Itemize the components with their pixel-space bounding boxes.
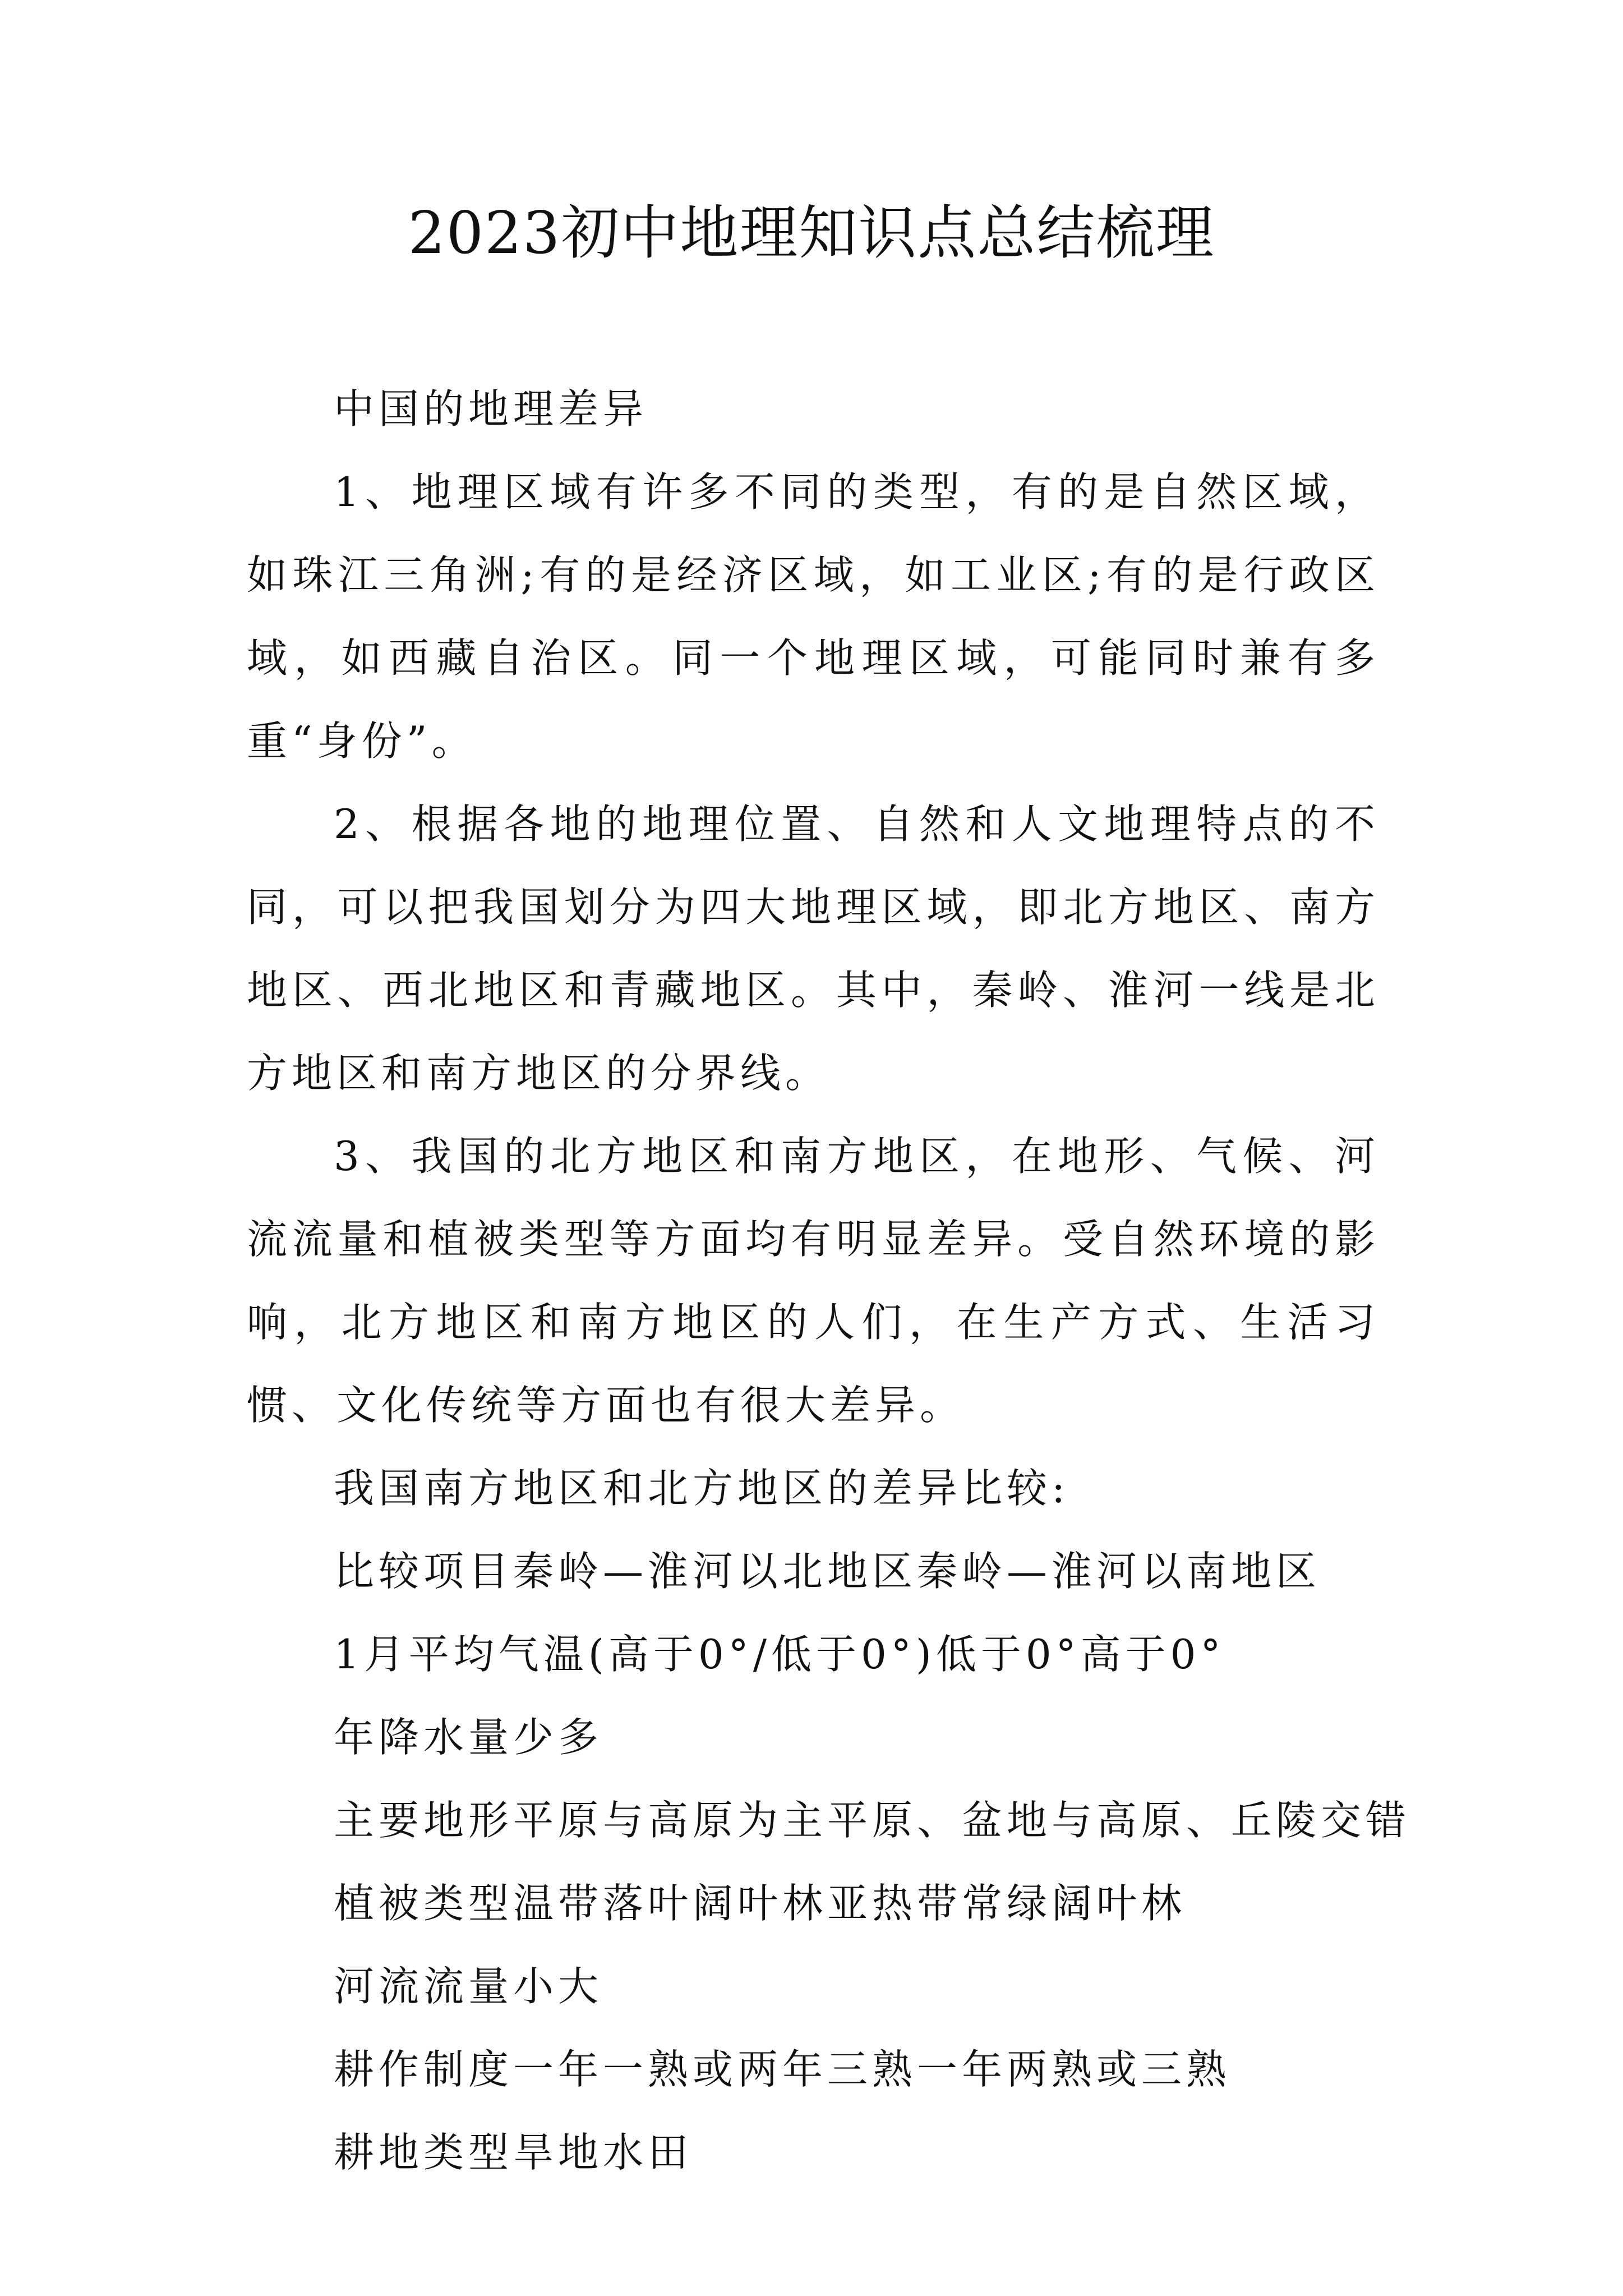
section-heading: 中国的地理差异 bbox=[334, 385, 648, 432]
document-title: 2023初中地理知识点总结梳理 bbox=[408, 199, 1215, 267]
comparison-line: 耕作制度一年一熟或两年三熟一年两熟或三熟 bbox=[334, 2046, 1232, 2093]
comparison-intro: 我国南方地区和北方地区的差异比较: bbox=[334, 1465, 1070, 1512]
comparison-line: 比较项目秦岭—淮河以北地区秦岭—淮河以南地区 bbox=[334, 1548, 1321, 1595]
paragraph-3: 3、我国的北方地区和南方地区，在地形、气候、河流流量和植被类型等方面均有明显差异。受自然环境的影响，北方地区和南方地区的人们，在生产方式、生活习惯、文化传统等方面也有很大差异。 bbox=[247, 1133, 1380, 1429]
comparison-line: 主要地形平原与高原为主平原、盆地与高原、丘陵交错 bbox=[334, 1797, 1411, 1844]
paragraph-1: 1、地理区域有许多不同的类型，有的是自然区域，如珠江三角洲;有的是经济区域，如工业区;有的是行政区域，如西藏自治区。同一个地理区域，可能同时兼有多重“身份”。 bbox=[247, 468, 1380, 765]
comparison-line: 1月平均气温(高于0°/低于0°)低于0°高于0° bbox=[334, 1631, 1225, 1678]
comparison-line: 年降水量少多 bbox=[334, 1714, 603, 1761]
comparison-line: 耕地类型旱地水田 bbox=[334, 2129, 693, 2176]
document-body bbox=[247, 367, 1411, 2194]
paragraph-2: 2、根据各地的地理位置、自然和人文地理特点的不同，可以把我国划分为四大地理区域，即北方地区、南方地区、西北地区和青藏地区。其中，秦岭、淮河一线是北方地区和南方地区的分界线。 bbox=[247, 800, 1380, 1097]
comparison-line: 河流流量小大 bbox=[334, 1963, 603, 2010]
comparison-line: 植被类型温带落叶阔叶林亚热带常绿阔叶林 bbox=[334, 1880, 1187, 1927]
